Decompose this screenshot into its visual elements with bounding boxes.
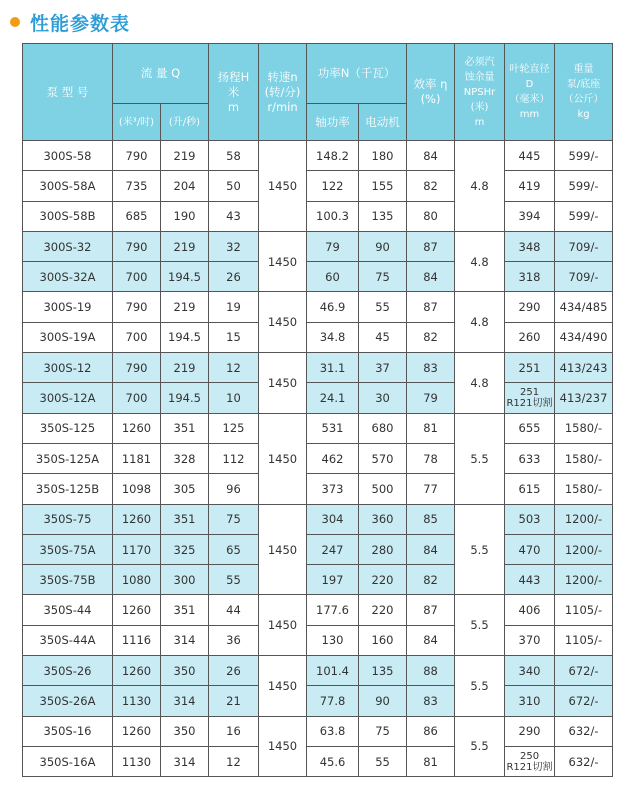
pump-model-cell: 350S-26A: [23, 686, 113, 716]
npsh-line-5: m: [474, 116, 485, 128]
head-cell: 12: [209, 746, 259, 776]
weight-cell: 434/490: [555, 322, 613, 352]
efficiency-cell: 81: [407, 746, 455, 776]
speed-unit: r/min: [267, 99, 298, 114]
table-body: [23, 141, 613, 777]
speed-cell: 1450: [259, 504, 307, 595]
table-row: [23, 504, 613, 534]
weight-cell: 1580/-: [555, 443, 613, 473]
col-impeller: [505, 44, 555, 141]
weight-cell: 413/243: [555, 353, 613, 383]
shaft-power-cell: 531: [307, 413, 359, 443]
speed-cell: 1450: [259, 595, 307, 656]
flow-ls-cell: 194.5: [161, 322, 209, 352]
impeller-diameter-cell: [505, 746, 555, 776]
shaft-power-cell: 60: [307, 262, 359, 292]
pump-model-cell: 300S-58A: [23, 171, 113, 201]
weight-cell: 1200/-: [555, 565, 613, 595]
impeller-diameter-cell: 290: [505, 716, 555, 746]
shaft-power-cell: 462: [307, 443, 359, 473]
efficiency-cell: 87: [407, 231, 455, 261]
impeller-diameter-value: 251: [519, 387, 540, 399]
table-row: [23, 443, 613, 473]
pump-model-cell: 350S-44: [23, 595, 113, 625]
impeller-trim-note: R121切割: [506, 398, 553, 410]
weight-cell: 599/-: [555, 141, 613, 171]
motor-power-cell: 180: [359, 141, 407, 171]
impeller-diameter-cell: 470: [505, 534, 555, 564]
table-row: [23, 262, 613, 292]
bullet-dot-icon: [10, 17, 20, 27]
head-cell: 112: [209, 443, 259, 473]
efficiency-cell: 83: [407, 353, 455, 383]
table-row: [23, 716, 613, 746]
flow-m3h-cell: 1260: [113, 413, 161, 443]
efficiency-cell: 86: [407, 716, 455, 746]
pump-model-cell: 300S-32A: [23, 262, 113, 292]
efficiency-cell: 84: [407, 625, 455, 655]
npsh-line-3: NPSHr: [463, 86, 496, 98]
impeller-line-1: 叶轮直径: [509, 64, 550, 75]
table-row: [23, 353, 613, 383]
impeller-line-4: mm: [519, 109, 540, 120]
col-flow-ls: (升/秒): [161, 104, 209, 141]
shaft-power-cell: 122: [307, 171, 359, 201]
table-row: [23, 141, 613, 171]
motor-power-cell: 30: [359, 383, 407, 413]
head-cell: 10: [209, 383, 259, 413]
motor-power-cell: 500: [359, 474, 407, 504]
weight-line-1: 重量: [573, 64, 594, 75]
flow-m3h-cell: 1260: [113, 656, 161, 686]
pump-model-cell: 300S-58: [23, 141, 113, 171]
weight-cell: 632/-: [555, 716, 613, 746]
speed-label: 转速n: [267, 69, 298, 84]
flow-ls-cell: 314: [161, 686, 209, 716]
head-cell: 26: [209, 656, 259, 686]
efficiency-cell: 82: [407, 171, 455, 201]
impeller-diameter-cell: 318: [505, 262, 555, 292]
flow-ls-cell: 219: [161, 292, 209, 322]
table-row: [23, 292, 613, 322]
impeller-diameter-cell: 260: [505, 322, 555, 352]
motor-power-cell: 570: [359, 443, 407, 473]
shaft-power-cell: 100.3: [307, 201, 359, 231]
performance-table: [22, 43, 613, 777]
flow-ls-cell: 328: [161, 443, 209, 473]
table-row: [23, 686, 613, 716]
impeller-diameter-cell: 340: [505, 656, 555, 686]
impeller-diameter-cell: 443: [505, 565, 555, 595]
weight-cell: 709/-: [555, 231, 613, 261]
col-npsh: [455, 44, 505, 141]
impeller-line-2: D: [525, 79, 534, 90]
flow-m3h-cell: 685: [113, 201, 161, 231]
head-unit: m: [227, 99, 240, 114]
impeller-diameter-cell: 655: [505, 413, 555, 443]
col-weight: [555, 44, 613, 141]
pump-model-cell: 350S-125: [23, 413, 113, 443]
flow-ls-cell: 314: [161, 625, 209, 655]
table-row: [23, 413, 613, 443]
col-head: [209, 44, 259, 141]
npsh-line-4: (米): [470, 101, 489, 113]
pump-model-cell: 300S-32: [23, 231, 113, 261]
efficiency-cell: 85: [407, 504, 455, 534]
flow-m3h-cell: 1260: [113, 716, 161, 746]
shaft-power-cell: 101.4: [307, 656, 359, 686]
col-flow: 流 量 Q: [113, 44, 209, 104]
table-row: [23, 656, 613, 686]
impeller-diameter-cell: 290: [505, 292, 555, 322]
efficiency-cell: 84: [407, 534, 455, 564]
flow-ls-cell: 351: [161, 504, 209, 534]
impeller-trim-note: R121切割: [506, 761, 553, 773]
weight-cell: 632/-: [555, 746, 613, 776]
pump-model-cell: 350S-75B: [23, 565, 113, 595]
flow-m3h-cell: 1260: [113, 504, 161, 534]
weight-cell: 1200/-: [555, 504, 613, 534]
head-cell: 26: [209, 262, 259, 292]
flow-ls-cell: 351: [161, 413, 209, 443]
flow-m3h-cell: 790: [113, 231, 161, 261]
head-cell: 44: [209, 595, 259, 625]
flow-ls-cell: 194.5: [161, 383, 209, 413]
impeller-diameter-cell: [505, 383, 555, 413]
table-row: [23, 595, 613, 625]
efficiency-cell: 83: [407, 686, 455, 716]
pump-model-cell: 300S-12: [23, 353, 113, 383]
table-row: [23, 625, 613, 655]
flow-ls-cell: 194.5: [161, 262, 209, 292]
flow-ls-cell: 190: [161, 201, 209, 231]
head-cell: 50: [209, 171, 259, 201]
weight-cell: 1105/-: [555, 595, 613, 625]
shaft-power-cell: 304: [307, 504, 359, 534]
flow-m3h-cell: 1130: [113, 746, 161, 776]
motor-power-cell: 55: [359, 292, 407, 322]
motor-power-cell: 90: [359, 231, 407, 261]
impeller-diameter-cell: 310: [505, 686, 555, 716]
pump-model-cell: 350S-75: [23, 504, 113, 534]
head-cell: 75: [209, 504, 259, 534]
weight-cell: 599/-: [555, 201, 613, 231]
shaft-power-cell: 34.8: [307, 322, 359, 352]
head-cell: 125: [209, 413, 259, 443]
table-row: [23, 534, 613, 564]
motor-power-cell: 75: [359, 262, 407, 292]
npsh-cell: 5.5: [455, 595, 505, 656]
head-cell: 36: [209, 625, 259, 655]
weight-line-2: 泵/底座: [566, 79, 601, 90]
impeller-diameter-cell: 503: [505, 504, 555, 534]
impeller-diameter-value: 250: [519, 750, 540, 762]
speed-cell: 1450: [259, 353, 307, 414]
efficiency-cell: 79: [407, 383, 455, 413]
npsh-cell: 4.8: [455, 292, 505, 353]
table-row: [23, 231, 613, 261]
npsh-cell: 5.5: [455, 413, 505, 504]
speed-unit-cn: (转/分): [264, 84, 301, 99]
motor-power-cell: 360: [359, 504, 407, 534]
impeller-diameter-cell: 445: [505, 141, 555, 171]
pump-model-cell: 350S-125B: [23, 474, 113, 504]
motor-power-cell: 220: [359, 565, 407, 595]
flow-ls-cell: 219: [161, 141, 209, 171]
flow-ls-cell: 325: [161, 534, 209, 564]
head-cell: 32: [209, 231, 259, 261]
table-row: [23, 474, 613, 504]
table-row: [23, 322, 613, 352]
table-row: [23, 171, 613, 201]
motor-power-cell: 45: [359, 322, 407, 352]
speed-cell: 1450: [259, 292, 307, 353]
efficiency-cell: 84: [407, 141, 455, 171]
flow-ls-cell: 300: [161, 565, 209, 595]
flow-m3h-cell: 1130: [113, 686, 161, 716]
flow-ls-cell: 351: [161, 595, 209, 625]
shaft-power-cell: 79: [307, 231, 359, 261]
efficiency-cell: 80: [407, 201, 455, 231]
flow-m3h-cell: 1260: [113, 595, 161, 625]
page-title: 性能参数表: [30, 12, 131, 35]
efficiency-cell: 87: [407, 292, 455, 322]
efficiency-cell: 84: [407, 262, 455, 292]
npsh-line-1: 必须汽: [464, 56, 495, 68]
impeller-diameter-cell: 370: [505, 625, 555, 655]
table-row: [23, 201, 613, 231]
motor-power-cell: 135: [359, 656, 407, 686]
npsh-cell: 4.8: [455, 353, 505, 414]
flow-ls-cell: 219: [161, 231, 209, 261]
speed-cell: 1450: [259, 656, 307, 717]
flow-m3h-cell: 735: [113, 171, 161, 201]
npsh-cell: 5.5: [455, 716, 505, 777]
shaft-power-cell: 197: [307, 565, 359, 595]
weight-cell: 672/-: [555, 686, 613, 716]
impeller-line-3: （毫米）: [509, 94, 550, 105]
impeller-diameter-cell: 348: [505, 231, 555, 261]
motor-power-cell: 75: [359, 716, 407, 746]
col-pump-model: 泵 型 号: [23, 44, 113, 141]
motor-power-cell: 135: [359, 201, 407, 231]
flow-ls-cell: 219: [161, 353, 209, 383]
motor-power-cell: 37: [359, 353, 407, 383]
shaft-power-cell: 45.6: [307, 746, 359, 776]
col-speed: [259, 44, 307, 141]
flow-m3h-cell: 700: [113, 383, 161, 413]
col-shaft-power: 轴功率: [307, 104, 359, 141]
head-cell: 96: [209, 474, 259, 504]
flow-ls-cell: 204: [161, 171, 209, 201]
flow-m3h-cell: 1181: [113, 443, 161, 473]
speed-cell: 1450: [259, 413, 307, 504]
shaft-power-cell: 77.8: [307, 686, 359, 716]
flow-m3h-cell: 790: [113, 141, 161, 171]
impeller-diameter-cell: 615: [505, 474, 555, 504]
table-row: [23, 565, 613, 595]
pump-model-cell: 350S-16: [23, 716, 113, 746]
weight-cell: 1200/-: [555, 534, 613, 564]
pump-model-cell: 350S-16A: [23, 746, 113, 776]
weight-line-4: kg: [577, 109, 590, 120]
flow-m3h-cell: 700: [113, 322, 161, 352]
head-cell: 12: [209, 353, 259, 383]
head-cell: 43: [209, 201, 259, 231]
table-row: [23, 746, 613, 776]
weight-line-3: （公斤）: [563, 94, 604, 105]
weight-cell: 672/-: [555, 656, 613, 686]
motor-power-cell: 160: [359, 625, 407, 655]
pump-model-cell: 300S-19: [23, 292, 113, 322]
npsh-cell: 5.5: [455, 504, 505, 595]
weight-cell: 1580/-: [555, 474, 613, 504]
motor-power-cell: 55: [359, 746, 407, 776]
head-cell: 15: [209, 322, 259, 352]
col-flow-m3h: (米³/时): [113, 104, 161, 141]
weight-cell: 1580/-: [555, 413, 613, 443]
impeller-diameter-cell: 394: [505, 201, 555, 231]
weight-cell: 599/-: [555, 171, 613, 201]
motor-power-cell: 90: [359, 686, 407, 716]
head-cell: 16: [209, 716, 259, 746]
flow-m3h-cell: 1170: [113, 534, 161, 564]
pump-model-cell: 350S-44A: [23, 625, 113, 655]
motor-power-cell: 155: [359, 171, 407, 201]
motor-power-cell: 280: [359, 534, 407, 564]
col-motor-power: 电动机: [359, 104, 407, 141]
efficiency-cell: 78: [407, 443, 455, 473]
speed-cell: 1450: [259, 716, 307, 777]
pump-model-cell: 300S-12A: [23, 383, 113, 413]
table-row: [23, 383, 613, 413]
pump-model-cell: 300S-19A: [23, 322, 113, 352]
shaft-power-cell: 63.8: [307, 716, 359, 746]
npsh-cell: 4.8: [455, 141, 505, 232]
efficiency-cell: 81: [407, 413, 455, 443]
npsh-line-2: 蚀余量: [464, 71, 495, 83]
flow-ls-cell: 305: [161, 474, 209, 504]
flow-ls-cell: 350: [161, 716, 209, 746]
head-cell: 55: [209, 565, 259, 595]
shaft-power-cell: 247: [307, 534, 359, 564]
pump-model-cell: 350S-26: [23, 656, 113, 686]
head-unit-cn: 米: [227, 84, 240, 99]
npsh-cell: 5.5: [455, 656, 505, 717]
efficiency-cell: 77: [407, 474, 455, 504]
efficiency-cell: 82: [407, 565, 455, 595]
impeller-diameter-cell: 406: [505, 595, 555, 625]
flow-ls-cell: 350: [161, 656, 209, 686]
weight-cell: 413/237: [555, 383, 613, 413]
shaft-power-cell: 177.6: [307, 595, 359, 625]
impeller-diameter-cell: 251: [505, 353, 555, 383]
flow-m3h-cell: 1080: [113, 565, 161, 595]
head-cell: 65: [209, 534, 259, 564]
shaft-power-cell: 373: [307, 474, 359, 504]
head-cell: 58: [209, 141, 259, 171]
col-power: 功率N（千瓦）: [307, 44, 407, 104]
weight-cell: 709/-: [555, 262, 613, 292]
flow-ls-cell: 314: [161, 746, 209, 776]
shaft-power-cell: 46.9: [307, 292, 359, 322]
weight-cell: 434/485: [555, 292, 613, 322]
speed-cell: 1450: [259, 141, 307, 232]
npsh-cell: 4.8: [455, 231, 505, 292]
motor-power-cell: 220: [359, 595, 407, 625]
shaft-power-cell: 148.2: [307, 141, 359, 171]
flow-m3h-cell: 1098: [113, 474, 161, 504]
head-cell: 19: [209, 292, 259, 322]
shaft-power-cell: 130: [307, 625, 359, 655]
shaft-power-cell: 31.1: [307, 353, 359, 383]
col-efficiency: [407, 44, 455, 141]
efficiency-cell: 88: [407, 656, 455, 686]
impeller-diameter-cell: 633: [505, 443, 555, 473]
weight-cell: 1105/-: [555, 625, 613, 655]
impeller-diameter-cell: 419: [505, 171, 555, 201]
head-cell: 21: [209, 686, 259, 716]
pump-model-cell: 350S-125A: [23, 443, 113, 473]
section-title: [10, 8, 130, 36]
flow-m3h-cell: 790: [113, 353, 161, 383]
flow-m3h-cell: 700: [113, 262, 161, 292]
flow-m3h-cell: 1116: [113, 625, 161, 655]
efficiency-unit: (%): [420, 92, 441, 106]
pump-model-cell: 350S-75A: [23, 534, 113, 564]
motor-power-cell: 680: [359, 413, 407, 443]
pump-model-cell: 300S-58B: [23, 201, 113, 231]
head-label: 扬程H: [217, 69, 250, 84]
flow-m3h-cell: 790: [113, 292, 161, 322]
shaft-power-cell: 24.1: [307, 383, 359, 413]
efficiency-cell: 82: [407, 322, 455, 352]
efficiency-label: 效率 η: [413, 77, 448, 91]
speed-cell: 1450: [259, 231, 307, 292]
efficiency-cell: 87: [407, 595, 455, 625]
